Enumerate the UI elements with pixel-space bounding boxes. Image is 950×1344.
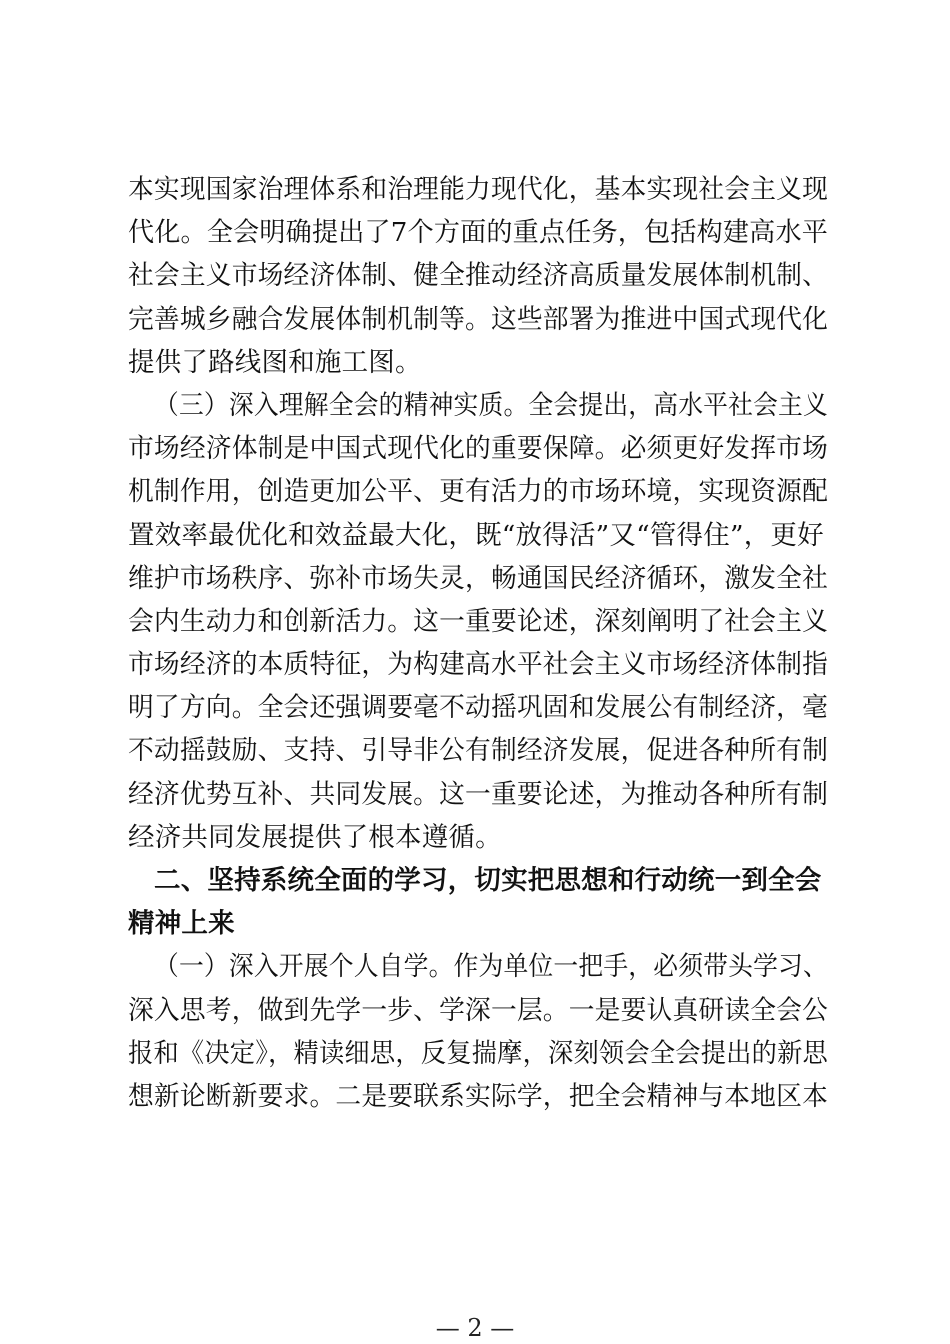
text-line: 不动摇鼓励、支持、引导非公有制经济发展，促进各种所有制 (128, 735, 828, 767)
section-heading: 二、坚持系统全面的学习，切实把思想和行动统一到全会 (154, 865, 822, 896)
text-line: 深入思考，做到先学一步、学深一层。一是要认真研读全会公 (128, 994, 828, 1026)
text-line: 机制作用，创造更加公平、更有活力的市场环境，实现资源配 (128, 476, 828, 508)
text-line: 会内生动力和创新活力。这一重要论述，深刻阐明了社会主义 (128, 605, 828, 637)
text-line: 明了方向。全会还强调要毫不动摇巩固和发展公有制经济，毫 (128, 692, 828, 724)
text-line: 想新论断新要求。二是要联系实际学，把全会精神与本地区本 (128, 1080, 828, 1112)
text-line: 本实现国家治理体系和治理能力现代化，基本实现社会主义现 (128, 174, 828, 205)
paragraph-start-line: （一）深入开展个人自学。作为单位一把手，必须带头学习、 (154, 951, 828, 983)
text-line: 维护市场秩序、弥补市场失灵，畅通国民经济循环，激发全社 (128, 562, 828, 594)
document-body (128, 168, 828, 1118)
paragraph-start-line: （三）深入理解全会的精神实质。全会提出，高水平社会主义 (154, 389, 828, 421)
text-line: 经济共同发展提供了根本遵循。 (128, 821, 502, 853)
text-line: 市场经济的本质特征，为构建高水平社会主义市场经济体制指 (128, 649, 828, 681)
text-line: 报和《决定》，精读细思，反复揣摩，深刻领会全会提出的新思 (128, 1037, 828, 1069)
text-line: 置效率最优化和效益最大化，既“放得活”又“管得住”，更好 (128, 519, 824, 551)
text-line: 经济优势互补、共同发展。这一重要论述，为推动各种所有制 (128, 778, 828, 810)
text-line: 社会主义市场经济体制、健全推动经济高质量发展体制机制、 (128, 260, 828, 292)
text-line: 完善城乡融合发展体制机制等。这些部署为推进中国式现代化 (128, 303, 828, 335)
text-line: 提供了路线图和施工图。 (128, 346, 422, 378)
text-line: 代化。全会明确提出了7个方面的重点任务，包括构建高水平 (128, 217, 829, 249)
page-number: — 2 — (435, 1314, 515, 1342)
section-heading-continued: 精神上来 (128, 908, 235, 940)
text-line: 市场经济体制是中国式现代化的重要保障。必须更好发挥市场 (128, 433, 828, 465)
